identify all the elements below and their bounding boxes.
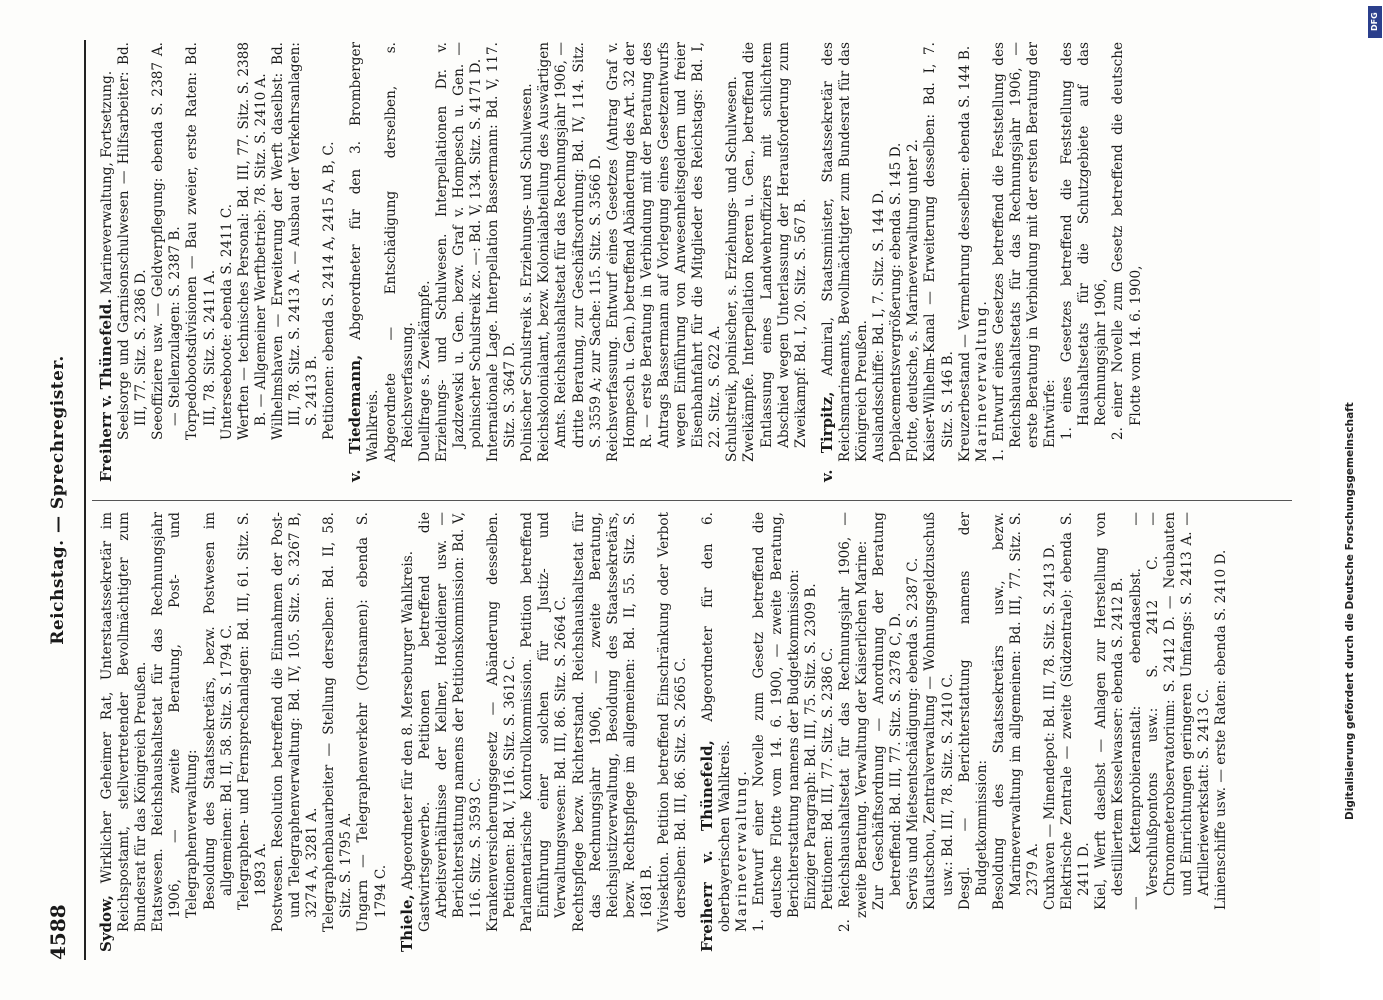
register-entry bbox=[819, 42, 1145, 482]
entry-description: Abgeordneter für den 3. Bromberger Wahlkreis. bbox=[348, 42, 382, 462]
right-column bbox=[98, 42, 1154, 482]
entry-line: Duellfrage s. Zweikämpfe. bbox=[416, 280, 433, 462]
entry-name: Freiherr v. Thünefeld. bbox=[97, 298, 115, 482]
entry-line: Desgl. — Berichterstattung namens der Budgetkommission: bbox=[956, 512, 990, 910]
entry-line: Torpedobootsdivisionen — Bau zweier, erste Raten: Bd. III, 78. Sitz. S. 2411 A. bbox=[184, 42, 218, 440]
entry-line: Cuxhaven — Minendepot: Bd. III, 78. Sitz. S. 2413 D. bbox=[1042, 543, 1059, 910]
entry-line: Ungarn — Telegraphenverkehr (Ortsnamen): ebenda S. 1794 C. bbox=[355, 512, 389, 932]
entry-line: Besoldung des Staatssekretärs, bezw. Postwesen im allgemeinen: Bd. II, 58. Sitz. S. 1794 C. bbox=[201, 512, 235, 910]
entry-line: Etatswesen. Reichshaushaltsetat für das Rechnungsjahr 1906, — zweite Beratung, Post- und Telegraphenverwaltung: bbox=[150, 512, 201, 932]
entry-line: Krankenversicherungsgesetz — Abänderung desselben. Petitionen: Bd. V, 116. Sitz. S. 3612 C. bbox=[485, 512, 519, 932]
entry-name: v. Tirpitz, bbox=[817, 391, 836, 482]
entry-line: 2. Reichshaushaltsetat für das Rechnungsjahr 1906, — zweite Beratung. Verwaltung der Kaiserlichen Marine: bbox=[836, 512, 871, 932]
register-entry bbox=[98, 42, 338, 482]
entry-line: 1. Entwurf einer Novelle zum Gesetz betreffend die deutsche Flotte vom 14. 6. 1900, — zweite Beratung, Berichterstattung namens der Budgetkommission: bbox=[751, 512, 802, 932]
entry-line: Gastwirtsgewerbe. Petitionen betreffend die Arbeitsverhältnisse der Kellner, Hoteldiener usw. — Berichterstattung namens der Petitionskommission: Bd. V, 116. Sitz. S. 3593 C. bbox=[416, 512, 484, 932]
entry-line: Servis und Mietsentschädigung: ebenda S. 2387 C. bbox=[905, 557, 922, 910]
entry-line: Wilhelmshaven — Erweiterung der Werft daselbst: Bd. III, 78. Sitz. S. 2413 A. — Ausbau der Verkehrsanlagen: S. 2413 B. bbox=[269, 42, 321, 440]
register-entry bbox=[699, 512, 1230, 952]
page-header bbox=[42, 40, 82, 960]
entry-line: Petitionen: ebenda S. 2414 A, 2415 A, B, C. bbox=[321, 141, 338, 440]
entry-line: Abgeordnete — Entschädigung derselben, s. Reichsverfassung. bbox=[382, 42, 416, 462]
dfg-logo: DFG bbox=[1368, 6, 1382, 38]
entry-line: Seeoffiziere usw. — Geldverpflegung: ebenda S. 2387 A. — Stellenzulagen: S. 2387 B. bbox=[150, 42, 184, 440]
running-title: Reichstag. — Sprechregister. bbox=[48, 355, 68, 645]
entry-line: Petitionen: Bd. III, 77. Sitz. S. 2386 C. bbox=[819, 647, 836, 910]
entry-line: Zweikämpfe. Interpellation Roeren u. Gen., betreffend die Entlassung eines Landwehroffiziers mit schlichtem Abschied wegen Unterlassung der Herausforderung zum Zweikampf: Bd. I, 20. Sitz. S. 567 B. bbox=[741, 42, 809, 462]
entry-line: Besoldung des Staatssekretärs usw., bezw. Marineverwaltung im allgemeinen: Bd. III, 77. Sitz. S. 2379 A. bbox=[990, 512, 1041, 910]
entry-line: Reichskolonialamt, bezw. Kolonialabteilung des Auswärtigen Amts. Reichshaushaltsetat für das Rechnungsjahr 1906, — dritte Beratung, zur Geschäftsordnung: Bd. IV, 114. Sitz. S. 3559 A; zur Sache: 115. Sitz. S. 3566 D. bbox=[536, 42, 604, 462]
entry-line: Werften — technisches Personal: Bd. III, 77. Sitz. S. 2388 B. — Allgemeiner Werftbetrieb: 78. Sitz. S. 2410 A. bbox=[235, 42, 269, 440]
entry-name: Thiele, bbox=[397, 894, 416, 952]
entry-line: 2. einer Novelle zum Gesetz betreffend die deutsche Flotte vom 14. 6. 1900, bbox=[1110, 42, 1144, 440]
entry-line: Marineverwaltung. bbox=[973, 299, 990, 462]
entry-line: Seelsorge und Garnisonschulwesen — Hilfsarbeiter: Bd. III, 77. Sitz. S. 2386 D. bbox=[116, 42, 150, 440]
entry-line: Internationale Lage. Interpellation Bassermann: Bd. V, 117. Sitz. S. 3647 D. bbox=[485, 42, 519, 462]
header-rule bbox=[84, 40, 86, 960]
register-entry bbox=[98, 512, 390, 952]
entry-line: Einziger Paragraph: Bd. III, 75. Sitz. S. 2309 B. bbox=[802, 583, 819, 910]
entry-description: Abgeordneter für den 8. Merseburger Wahlkreis. bbox=[399, 550, 416, 890]
column-divider bbox=[92, 500, 1292, 501]
register-entry bbox=[347, 42, 810, 482]
entry-description: Marineverwaltung, Fortsetzung. bbox=[99, 70, 115, 295]
entry-description: Abgeordneter für den 6. oberbayerischen Wahlkreis. bbox=[700, 512, 734, 932]
entry-line: Vivisektion. Petition betreffend Einschränkung oder Verbot derselben: Bd. III, 86. Sitz. S. 2665 C. bbox=[656, 512, 690, 932]
entry-line: Reichsverfassung. Entwurf eines Gesetzes (Antrag Graf v. Hompesch u. Gen.) betreffend Abänderung des Art. 32 der R. — erste Beratung in Verbindung mit der Beratung des Antrags Bassermann auf Vorlegung eines Gesetzentwurfs wegen Einführung von Anwesenheitsgeldern und freier Eisenbahnfahrt für die Mitglieder des Reichstags: Bd. I, 22. Sitz. S. 622 A. bbox=[604, 42, 724, 462]
entry-line: Marineverwaltung. bbox=[734, 769, 751, 932]
entry-line: Erziehungs- und Schulwesen. Interpellationen Dr. v. Jazdzewski u. Gen. bezw. Graf v. Hompesch u. Gen. — polnischer Schulstreik zc. —: Bd. V, 134. Sitz. S. 4171 D. bbox=[433, 42, 484, 462]
entry-line: Auslandsschiffe: Bd. I, 7. Sitz. S. 144 D. bbox=[871, 189, 888, 462]
entry-description: Admiral, Staatsminister, Staatssekretär des Reichsmarineamts, Bevollmächtigter zum Bundesrat für das Königreich Preußen. bbox=[819, 42, 871, 462]
entry-line: Unterseeboote: ebenda S. 2411 C. bbox=[218, 203, 235, 440]
entry-line: Elektrische Zentrale — zweite (Südzentrale): ebenda S. 2411 D. bbox=[1059, 512, 1093, 910]
entry-line: Parlamentarische Kontrollkommission. Petition betreffend Einführung einer solchen für Justiz- und Verwaltungswesen: Bd. III, 86. Sitz. S. 2664 C. bbox=[519, 512, 570, 932]
entry-line: Rechtspflege bezw. Richterstand. Reichshaushaltsetat für das Rechnungsjahr 1906, — zweite Beratung, Reichsjustizverwaltung, Besoldung des Staatssekretärs, bezw. Rechtspflege im allgemeinen: Bd. II, 55. Sitz. S. 1681 B. bbox=[570, 512, 655, 932]
digitization-note: Digitalisierung gefördert durch die Deutsche Forschungsgemeinschaft bbox=[1344, 402, 1356, 820]
entry-line: Telegraphenbauarbeiter — Stellung derselben: Bd. II, 58. Sitz. S. 1795 A. bbox=[321, 512, 355, 932]
entry-line: Schulstreik, polnischer, s. Erziehungs- und Schulwesen. bbox=[724, 76, 741, 462]
entry-line: Zur Geschäftsordnung — Anordnung der Beratung betreffend: Bd. III, 77. Sitz. S. 2378 C, D. bbox=[871, 512, 905, 910]
entry-line: Kreuzerbestand — Vermehrung desselben: ebenda S. 144 B. bbox=[956, 45, 973, 462]
entry-line: Linienschiffe usw. — erste Raten: ebenda S. 2410 D. bbox=[1213, 549, 1229, 910]
entry-line: Kaiser-Wilhelm-Kanal — Erweiterung desselben: Bd. I, 7. Sitz. S. 146 B. bbox=[922, 42, 956, 462]
entry-line: Kiel, Werft daselbst — Anlagen zur Herstellung von destilliertem Kesselwasser: ebenda S. 2412 B. bbox=[1093, 512, 1127, 910]
entry-line: Polnischer Schulstreik s. Erziehungs- und Schulwesen. bbox=[519, 83, 536, 462]
entry-line: 1. eines Gesetzes betreffend die Feststellung des Haushaltsetats für die Schutzgebiete auf das Rechnungsjahr 1906, bbox=[1059, 42, 1110, 440]
entry-line: Deplacementsvergrößerung: ebenda S. 145 D. bbox=[888, 142, 905, 462]
entry-line: 1. Entwurf eines Gesetzes betreffend die Feststellung des Reichshaushaltsetats für das Rechnungsjahr 1906, — erste Beratung in Verbindung mit der ersten Beratung der Entwürfe: bbox=[990, 42, 1059, 462]
page-number: 4588 bbox=[46, 904, 70, 960]
entry-line: Telegraphen- und Fernsprechanlagen: Bd. III, 61. Sitz. S. 1893 A. bbox=[235, 512, 269, 910]
entry-name: Freiherr v. Thünefeld, bbox=[698, 740, 717, 952]
entry-line: Klautschou, Zentralverwaltung — Wohnungsgeldzuschuß usw.: Bd. III, 78. Sitz. S. 2410 C. bbox=[922, 512, 956, 910]
left-column bbox=[98, 512, 1239, 952]
entry-line: — Kettenprobieranstalt: ebendaselbst. — Verschlußpontons usw.: S. 2412 C. — Chronometerobservatorium: S. 2412 D. — Neubauten und Einrichtungen geringeren Umfangs: S. 2413 A. — Artilleriewerkstatt: S. 2413 C. bbox=[1127, 512, 1212, 910]
entry-name: Sydow, bbox=[97, 895, 115, 952]
entry-line: Postwesen. Resolution betreffend die Einnahmen der Post- und Telegraphenverwaltung: Bd. IV, 105. Sitz. S. 3267 B, 3274 A, 3281 A. bbox=[269, 512, 321, 932]
entry-name: v. Tiedemann, bbox=[346, 354, 365, 482]
entry-description: Wirklicher Geheimer Rat, Unterstaatssekretär im Reichspostamt, stellvertretender Bevollmächtigter zum Bundesrat für das Königreich Preußen. bbox=[99, 512, 150, 932]
entry-line: Flotte, deutsche, s. Marineverwaltung unter 2. bbox=[905, 139, 922, 462]
register-entry bbox=[399, 512, 691, 952]
